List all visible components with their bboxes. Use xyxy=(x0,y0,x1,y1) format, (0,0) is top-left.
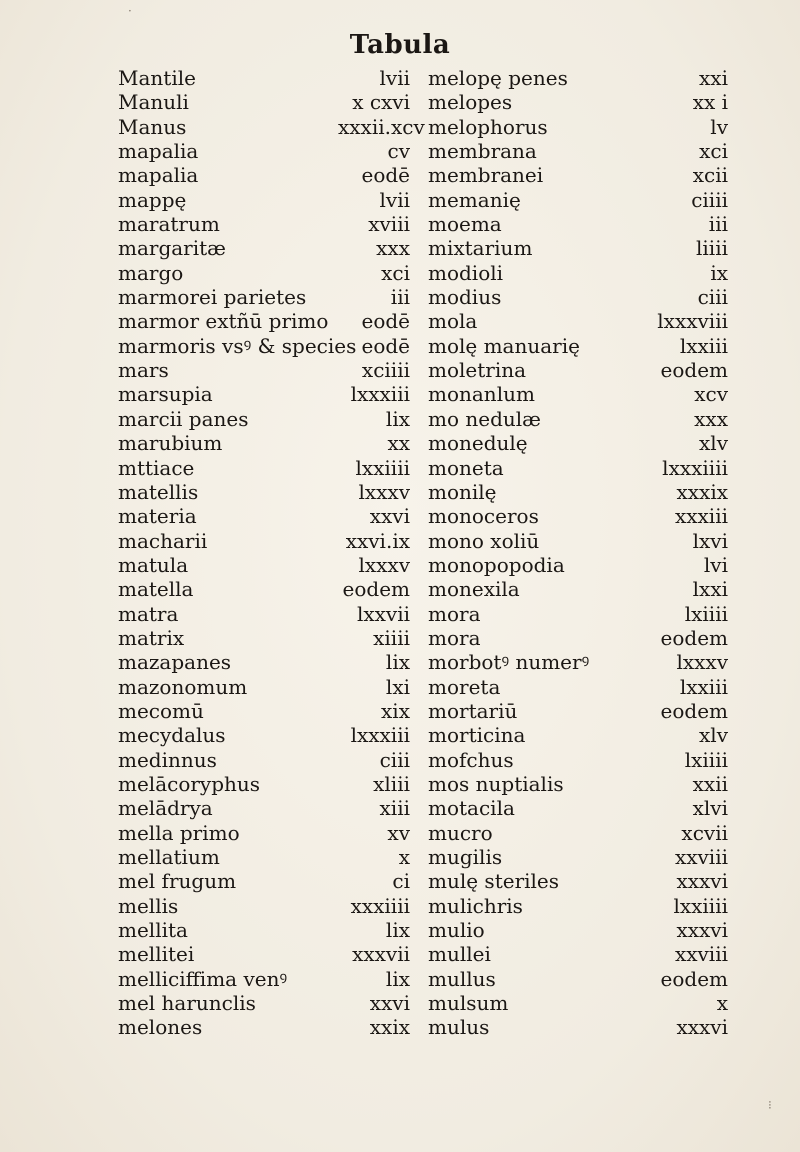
left-reference: xviii xyxy=(368,212,410,237)
left-reference: eodē xyxy=(361,333,410,358)
left-term: mappę xyxy=(118,187,187,212)
right-reference: xxviii xyxy=(674,942,728,967)
left-term: melācoryphus xyxy=(118,771,261,796)
right-reference: xlv xyxy=(699,723,728,748)
right-references-column xyxy=(650,66,728,1040)
left-reference: lvii xyxy=(379,187,410,212)
right-reference: lxxxv xyxy=(676,650,728,675)
left-term: mel harunclis xyxy=(118,991,256,1016)
right-reference: lxxiii xyxy=(679,674,728,699)
left-reference: eodem xyxy=(342,577,410,602)
right-reference: lxxxiiii xyxy=(662,455,728,480)
left-reference: lxxxv xyxy=(358,552,410,577)
left-reference: xx xyxy=(387,431,410,456)
right-term: morbotꝰ numerꝰ xyxy=(428,650,590,675)
right-reference: lxvi xyxy=(692,528,728,553)
right-term: modioli xyxy=(428,260,504,285)
right-reference: eodem xyxy=(660,698,728,723)
right-reference: eodem xyxy=(660,358,728,383)
right-reference: lxxi xyxy=(692,577,728,602)
right-reference: iii xyxy=(708,212,728,237)
right-term: mullei xyxy=(428,942,491,967)
right-term: monopopodia xyxy=(428,552,565,577)
right-term: mora xyxy=(428,625,481,650)
right-terms-column xyxy=(428,66,658,1040)
left-term: mapalia xyxy=(118,163,199,188)
right-reference: xxviii xyxy=(674,845,728,869)
left-reference: xxvi xyxy=(369,504,410,529)
right-term: mola xyxy=(428,309,478,334)
right-term: moreta xyxy=(428,674,501,699)
left-term: mellitei xyxy=(118,942,195,967)
left-term: mecydalus xyxy=(118,723,226,748)
right-term: modius xyxy=(428,285,502,310)
right-reference: xxxvi xyxy=(676,869,728,894)
left-term: mecomū xyxy=(118,698,204,723)
left-reference: eodē xyxy=(361,163,410,188)
right-reference: xlvi xyxy=(692,796,728,821)
left-term: matula xyxy=(118,552,189,577)
left-reference: lxi xyxy=(385,674,410,699)
left-references-column xyxy=(338,66,425,1040)
left-term: mellatium xyxy=(118,845,220,869)
right-term: memanię xyxy=(428,187,521,212)
right-term: melophorus xyxy=(428,114,548,139)
left-reference: cv xyxy=(387,139,410,164)
right-term: melopes xyxy=(428,90,513,115)
right-term: mulsum xyxy=(428,991,509,1016)
left-reference: eodē xyxy=(361,309,410,334)
left-term: melādrya xyxy=(118,796,213,821)
left-term: mttiace xyxy=(118,455,195,480)
left-term: Manuli xyxy=(118,90,189,115)
right-term: mortariū xyxy=(428,698,518,723)
left-reference: ciii xyxy=(379,747,410,772)
corner-mark-icon: · xyxy=(128,4,132,18)
right-reference: xcv xyxy=(694,382,728,407)
right-reference: lxxiii xyxy=(679,333,728,358)
right-term: mo nedulæ xyxy=(428,406,541,431)
right-reference: lxxxviii xyxy=(657,309,728,334)
right-term: monoceros xyxy=(428,504,539,529)
right-term: mulichris xyxy=(428,893,523,918)
page-title: Tabula xyxy=(349,30,451,60)
right-reference: xxii xyxy=(692,771,728,796)
right-term: monilę xyxy=(428,479,497,504)
right-reference: ciiii xyxy=(691,187,728,212)
left-term: mars xyxy=(118,358,169,383)
right-reference: lxxiiii xyxy=(673,893,728,918)
right-reference: lxiiii xyxy=(684,747,728,772)
left-reference: lxxxiii xyxy=(350,382,410,407)
left-reference: x cxvi xyxy=(352,90,410,115)
left-term: mazonomum xyxy=(118,674,248,699)
right-term: moletrina xyxy=(428,358,527,383)
left-term: marubium xyxy=(118,431,223,456)
right-term: mulę steriles xyxy=(428,869,560,894)
left-term: mel frugum xyxy=(118,869,237,894)
right-term: mucro xyxy=(428,820,493,845)
right-reference: ciii xyxy=(697,285,728,310)
right-term: molę manuarię xyxy=(428,333,580,358)
left-term: Mantile xyxy=(118,66,196,90)
right-reference: xcvii xyxy=(681,820,728,845)
right-reference: lvi xyxy=(703,552,728,577)
left-term: margo xyxy=(118,260,184,285)
left-reference: lix xyxy=(385,650,410,675)
left-term: marmorei parietes xyxy=(118,285,307,310)
right-term: mos nuptialis xyxy=(428,771,564,796)
left-term: mellis xyxy=(118,893,179,918)
left-term: marmor extñū primo xyxy=(118,309,329,334)
left-term: matrix xyxy=(118,625,185,650)
left-term: maratrum xyxy=(118,212,220,237)
left-term: materia xyxy=(118,504,197,529)
right-reference: xxxvi xyxy=(676,1015,728,1040)
right-reference: xxxiii xyxy=(674,504,728,529)
left-reference: xxvi.ix xyxy=(345,528,410,553)
left-reference: xiiii xyxy=(373,625,410,650)
right-reference: x xyxy=(716,991,728,1016)
right-reference: liiii xyxy=(696,236,728,261)
right-term: motacila xyxy=(428,796,515,821)
left-term: mella primo xyxy=(118,820,240,845)
right-reference: xlv xyxy=(699,431,728,456)
left-reference: lix xyxy=(385,918,410,943)
left-reference: xxx xyxy=(376,236,410,261)
left-reference: lxxvii xyxy=(356,601,410,626)
right-reference: xcii xyxy=(692,163,728,188)
right-term: mullus xyxy=(428,966,496,991)
left-reference: lvii xyxy=(379,66,410,90)
left-reference: xci xyxy=(381,260,410,285)
left-reference: xxxiiii xyxy=(350,893,410,918)
right-term: morticina xyxy=(428,723,526,748)
right-term: mixtarium xyxy=(428,236,533,261)
left-terms-column xyxy=(118,66,368,1040)
left-term: marcii panes xyxy=(118,406,249,431)
right-reference: ix xyxy=(710,260,728,285)
right-reference: xxxvi xyxy=(676,918,728,943)
right-reference: xxx xyxy=(694,406,728,431)
right-reference: xxi xyxy=(699,66,728,90)
margin-mark-icon: ⁝ xyxy=(768,1098,772,1112)
right-term: mofchus xyxy=(428,747,514,772)
right-term: melopę penes xyxy=(428,66,568,90)
right-term: mono xoliū xyxy=(428,528,540,553)
right-term: mulus xyxy=(428,1015,490,1040)
right-reference: lv xyxy=(710,114,728,139)
left-reference: xxvi xyxy=(369,991,410,1016)
right-reference: xci xyxy=(699,139,728,164)
right-reference: eodem xyxy=(660,625,728,650)
right-reference: xx i xyxy=(692,90,728,115)
right-term: membrana xyxy=(428,139,537,164)
right-term: monedulę xyxy=(428,431,528,456)
left-term: melliciffima venꝰ xyxy=(118,966,288,991)
left-reference: iii xyxy=(390,285,410,310)
left-reference: xliii xyxy=(373,771,410,796)
left-reference: xxix xyxy=(369,1015,410,1040)
left-term: mellita xyxy=(118,918,188,943)
left-reference: lix xyxy=(385,966,410,991)
right-term: membranei xyxy=(428,163,544,188)
right-term: moema xyxy=(428,212,502,237)
right-term: monexila xyxy=(428,577,520,602)
left-reference: lix xyxy=(385,406,410,431)
left-reference: xiii xyxy=(379,796,410,821)
right-term: mulio xyxy=(428,918,485,943)
left-reference: lxxxiii xyxy=(350,723,410,748)
left-reference: ci xyxy=(392,869,410,894)
left-term: marsupia xyxy=(118,382,213,407)
left-reference: lxxxv xyxy=(358,479,410,504)
left-term: marmoris vsꝰ & species xyxy=(118,333,357,358)
left-reference: xix xyxy=(381,698,410,723)
right-reference: lxiiii xyxy=(684,601,728,626)
right-term: mora xyxy=(428,601,481,626)
left-term: matella xyxy=(118,577,194,602)
right-reference: xxxix xyxy=(676,479,728,504)
left-term: matra xyxy=(118,601,179,626)
left-term: medinnus xyxy=(118,747,217,772)
left-term: Manus xyxy=(118,114,187,139)
left-term: mazapanes xyxy=(118,650,232,675)
left-reference: xxxii.xcv xyxy=(338,114,425,139)
left-reference: xv xyxy=(387,820,410,845)
left-term: melones xyxy=(118,1015,203,1040)
left-reference: x xyxy=(398,845,410,869)
right-term: moneta xyxy=(428,455,504,480)
left-term: matellis xyxy=(118,479,199,504)
left-term: margaritæ xyxy=(118,236,226,261)
left-term: macharii xyxy=(118,528,208,553)
left-reference: xciiii xyxy=(361,358,410,383)
right-term: mugilis xyxy=(428,845,503,869)
left-term: mapalia xyxy=(118,139,199,164)
left-reference: xxxvii xyxy=(352,942,410,967)
right-reference: eodem xyxy=(660,966,728,991)
left-reference: lxxiiii xyxy=(355,455,410,480)
right-term: monanlum xyxy=(428,382,535,407)
